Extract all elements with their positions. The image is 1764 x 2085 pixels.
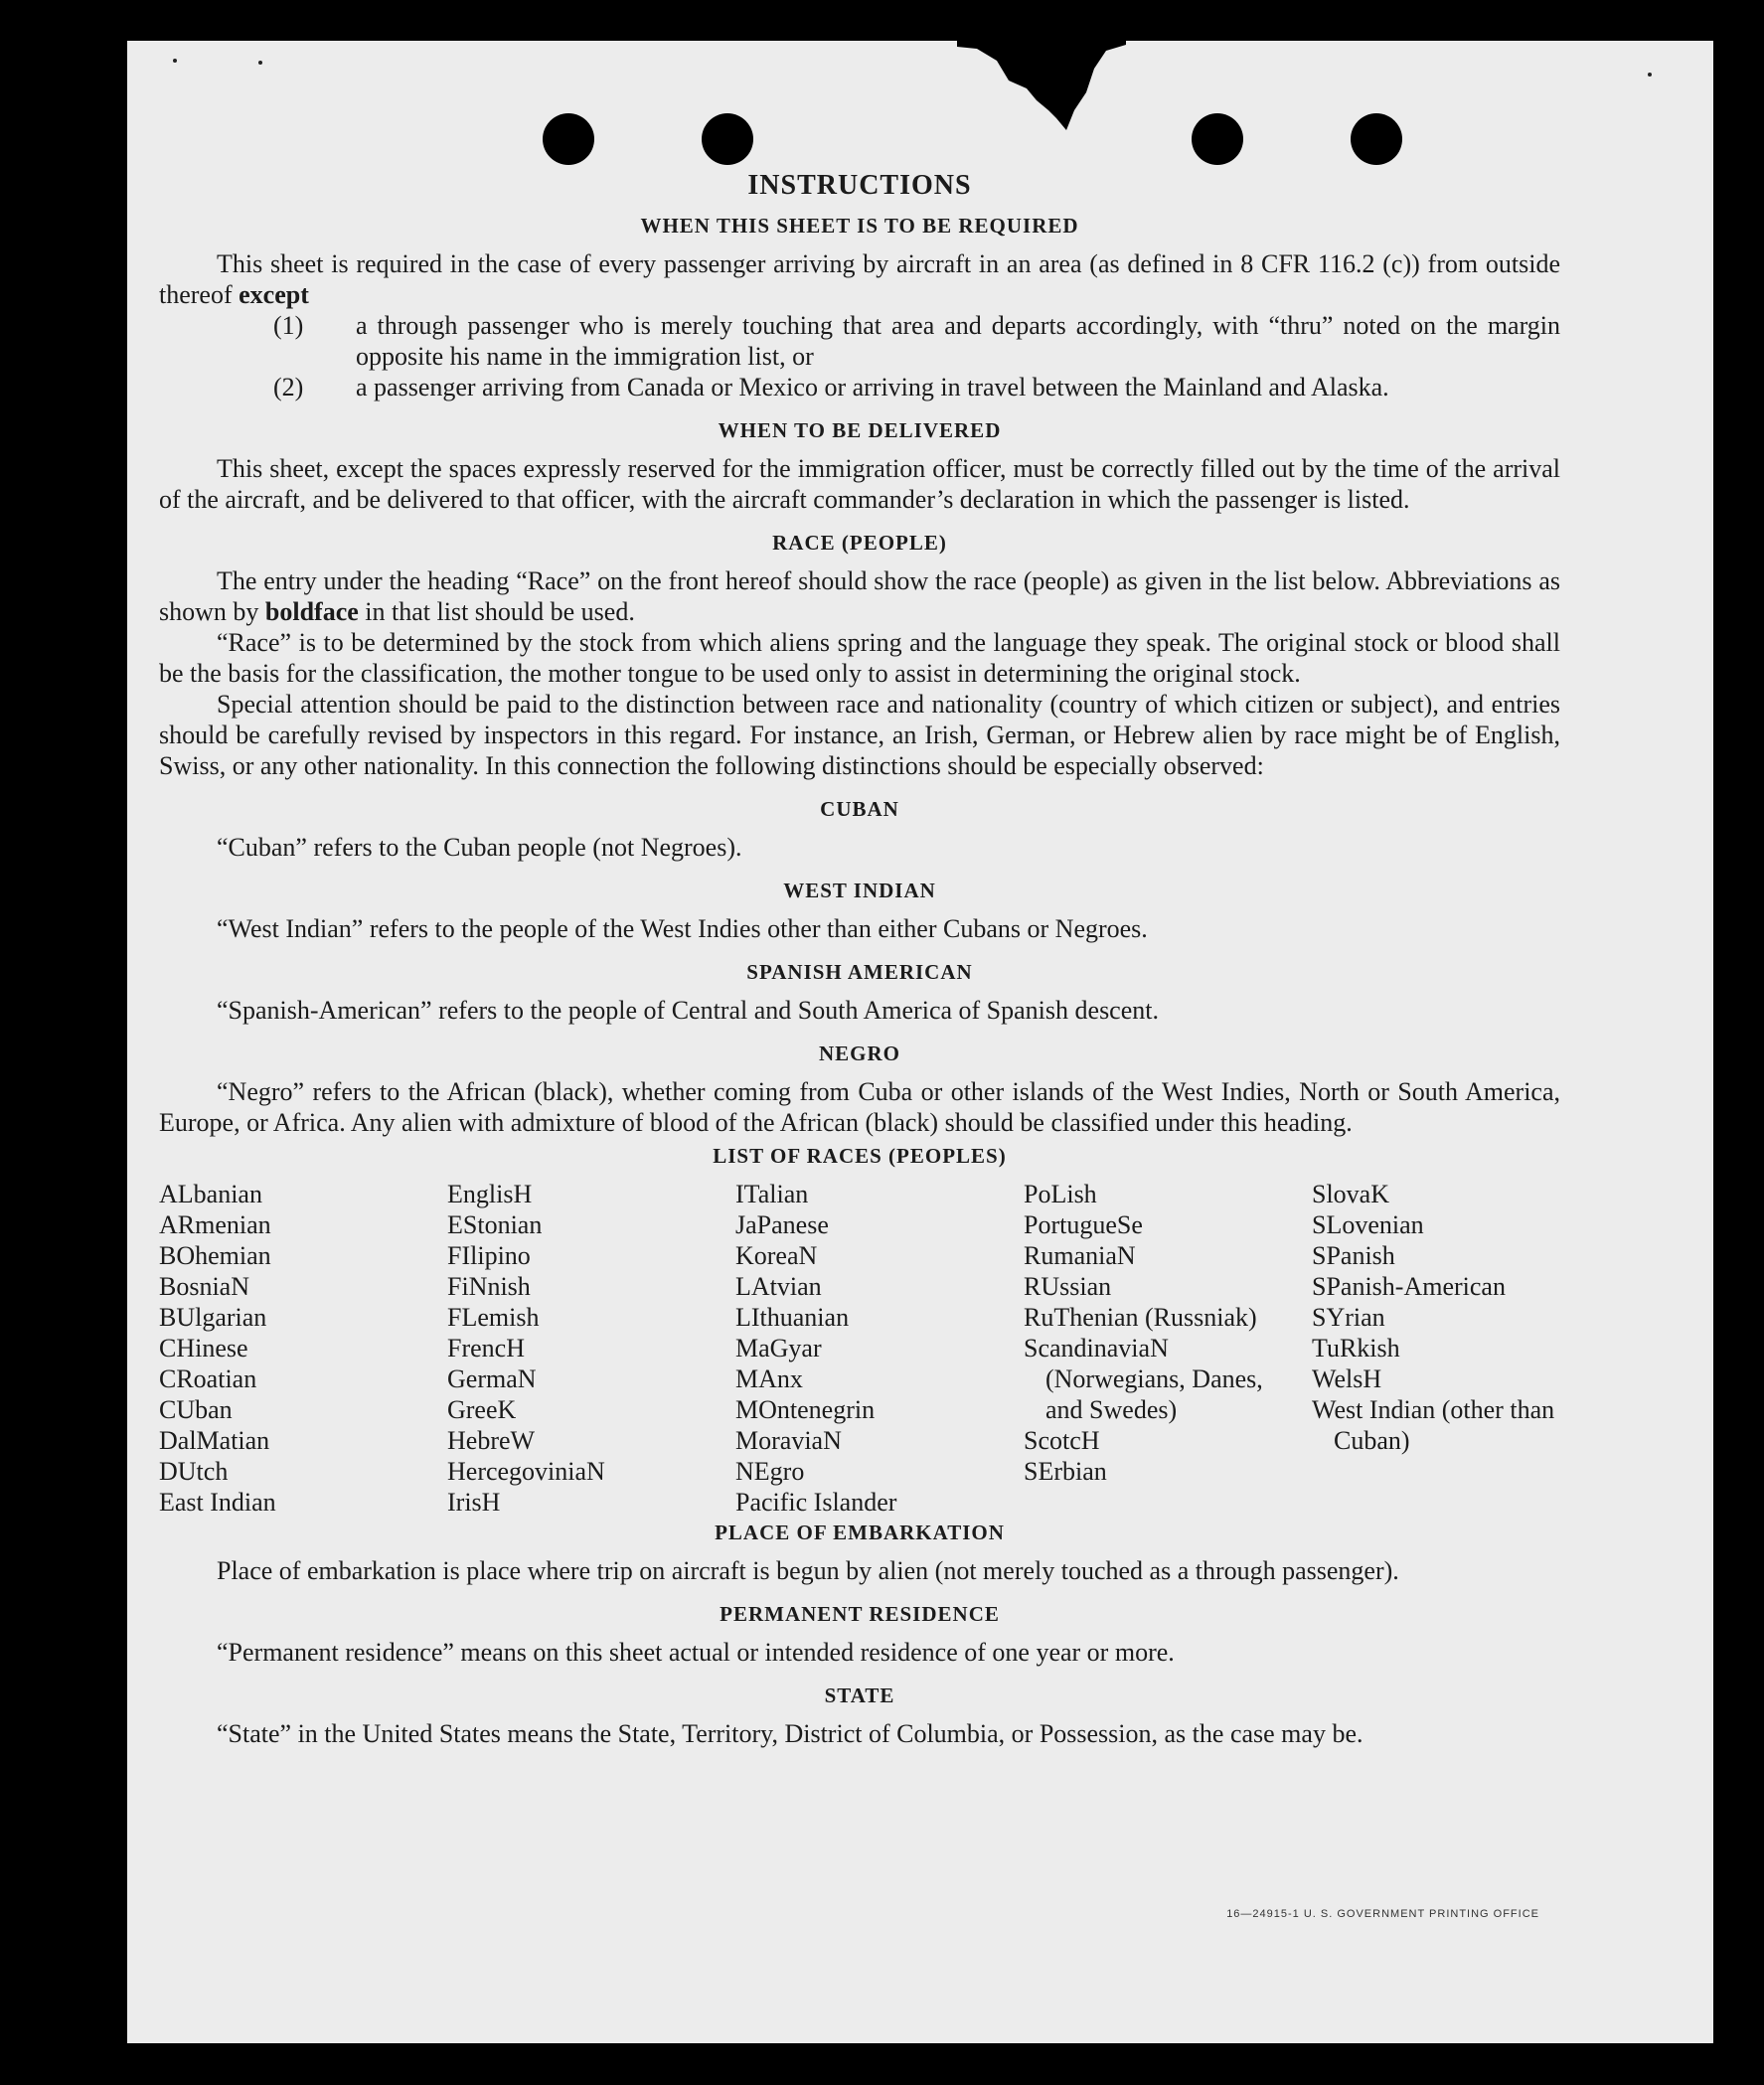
race-item: PoLish (1024, 1180, 1097, 1208)
paragraph-text: in that list should be used. (365, 597, 635, 626)
paragraph (159, 248, 1560, 310)
section-heading: WHEN TO BE DELIVERED (718, 418, 1002, 442)
paragraph: “Cuban” refers to the Cuban people (not Negroes). (217, 833, 742, 862)
punch-hole (543, 113, 594, 165)
section-heading: RACE (PEOPLE) (772, 531, 947, 555)
section-heading: PERMANENT RESIDENCE (720, 1602, 1000, 1626)
bold-text: boldface (264, 597, 359, 626)
race-column (1024, 1179, 1292, 1487)
speck (1648, 73, 1652, 77)
section-heading: NEGRO (818, 1042, 900, 1065)
section-heading: WEST INDIAN (783, 879, 936, 902)
race-item: BosniaN (159, 1272, 249, 1301)
race-item: EStonian (447, 1210, 543, 1239)
paragraph-text: This sheet is required in the case of every passenger arriving by aircraft in an area (as defined in 8 CFR 116.2 (c)) from outside thereof (159, 249, 1560, 309)
race-item: MoraviaN (735, 1426, 842, 1455)
punch-hole (1192, 113, 1243, 165)
instructions-content (159, 170, 1560, 1749)
race-item: RuThenian (Russniak) (1024, 1303, 1257, 1332)
race-item: CUban (159, 1395, 233, 1424)
race-item: FIlipino (447, 1241, 531, 1270)
race-item: FiNnish (447, 1272, 531, 1301)
paragraph: This sheet, except the spaces expressly reserved for the immigration officer, must be correctly filled out by the time of the arrival of the aircraft, and be delivered to that officer, with the aircraft commander’s declaration in which the passenger is listed. (159, 454, 1560, 514)
section-heading: CUBAN (820, 797, 899, 821)
race-item: CRoatian (159, 1364, 257, 1393)
race-item: DUtch (159, 1457, 229, 1486)
item-number: (1) (273, 311, 304, 340)
punch-hole (1351, 113, 1402, 165)
speck (258, 61, 262, 65)
race-item: SYrian (1312, 1303, 1385, 1332)
race-item: ARmenian (159, 1210, 271, 1239)
section-heading: LIST OF RACES (PEOPLES) (713, 1144, 1007, 1168)
race-item: ScotcH (1024, 1426, 1100, 1455)
race-item: BOhemian (159, 1241, 271, 1270)
paragraph: “West Indian” refers to the people of the West Indies other than either Cubans or Negroes. (217, 914, 1148, 943)
paragraph: “State” in the United States means the State, Territory, District of Columbia, or Possession, as the case may be. (217, 1719, 1363, 1748)
race-item: NEgro (735, 1457, 805, 1486)
race-item: ScandinaviaN (Norwegians, Danes, and Swedes) (1024, 1334, 1263, 1424)
paragraph-text: The entry under the heading “Race” on the front hereof should show the race (people) as given in the list below. Abbreviations as shown by (159, 566, 1560, 626)
page-title: INSTRUCTIONS (747, 170, 972, 201)
race-item: GreeK (447, 1395, 517, 1424)
race-item: SlovaK (1312, 1180, 1389, 1208)
item-number: (2) (273, 373, 304, 401)
race-item: East Indian (159, 1488, 276, 1517)
speck (173, 59, 177, 63)
race-item: IrisH (447, 1488, 501, 1517)
race-item: SErbian (1024, 1457, 1107, 1486)
race-item: SPanish-American (1312, 1272, 1506, 1301)
race-item: RumaniaN (1024, 1241, 1136, 1270)
paragraph: Special attention should be paid to the distinction between race and nationality (country of which citizen or subject), and entries should be carefully revised by inspectors in this regard. For instance, an Irish, German, or Hebrew alien by race might be of English, Swiss, or any other nationality. In this connection the following distinctions should be especially observed: (159, 690, 1560, 780)
race-item: SPanish (1312, 1241, 1395, 1270)
race-column (159, 1179, 437, 1518)
race-item: FrencH (447, 1334, 525, 1363)
print-code: 16—24915-1 U. S. GOVERNMENT PRINTING OFFICE (1226, 1908, 1539, 1920)
race-item: GermaN (447, 1364, 537, 1393)
race-item: West Indian (other than Cuban) (1312, 1395, 1555, 1455)
list-item (159, 372, 1560, 402)
race-column (735, 1179, 1014, 1518)
list-item (159, 310, 1560, 372)
race-item: Pacific Islander (735, 1488, 897, 1517)
document-sheet (127, 41, 1713, 2043)
item-text: a passenger arriving from Canada or Mexico or arriving in travel between the Mainland and Alaska. (356, 373, 1389, 401)
race-item: MaGyar (735, 1334, 822, 1363)
race-item: JaPanese (735, 1210, 829, 1239)
section-heading: SPANISH AMERICAN (746, 960, 973, 984)
race-item: WelsH (1312, 1364, 1382, 1393)
paragraph (159, 565, 1560, 627)
race-item: PortugueSe (1024, 1210, 1143, 1239)
race-item: HebreW (447, 1426, 536, 1455)
race-item: ALbanian (159, 1180, 262, 1208)
paragraph: “Negro” refers to the African (black), whether coming from Cuba or other islands of the West Indies, North or South America, Europe, or Africa. Any alien with admixture of blood of the African (black) should be classified under this heading. (159, 1077, 1560, 1137)
race-item: LAtvian (735, 1272, 822, 1301)
race-item: MAnx (735, 1364, 803, 1393)
race-list (159, 1179, 1560, 1515)
paragraph: “Race” is to be determined by the stock from which aliens spring and the language they speak. The original stock or blood shall be the basis for the classification, the mother tongue to be used only to assist in determining the original stock. (159, 628, 1560, 688)
race-item: EnglisH (447, 1180, 533, 1208)
race-item: MOntenegrin (735, 1395, 876, 1424)
punch-hole (702, 113, 753, 165)
race-item: SLovenian (1312, 1210, 1424, 1239)
section-heading: WHEN THIS SHEET IS TO BE REQUIRED (640, 214, 1079, 238)
torn-edge (957, 41, 1126, 132)
race-item: TuRkish (1312, 1334, 1400, 1363)
race-item: CHinese (159, 1334, 248, 1363)
race-item: RUssian (1024, 1272, 1112, 1301)
race-item: HercegoviniaN (447, 1457, 605, 1486)
race-column (447, 1179, 725, 1518)
race-item: BUlgarian (159, 1303, 267, 1332)
paragraph: “Permanent residence” means on this sheet actual or intended residence of one year or more. (217, 1638, 1175, 1667)
race-item: FLemish (447, 1303, 540, 1332)
bold-text: except (239, 280, 309, 309)
race-item: ITalian (735, 1180, 809, 1208)
paragraph: “Spanish-American” refers to the people of Central and South America of Spanish descent. (217, 996, 1159, 1025)
section-heading: STATE (824, 1684, 895, 1707)
race-column (1312, 1179, 1560, 1456)
race-item: LIthuanian (735, 1303, 850, 1332)
race-item: DalMatian (159, 1426, 270, 1455)
section-heading: PLACE OF EMBARKATION (715, 1521, 1005, 1544)
item-text: a through passenger who is merely touching that area and departs accordingly, with “thru” noted on the margin opposite his name in the immigration list, or (356, 311, 1560, 371)
paragraph: Place of embarkation is place where trip on aircraft is begun by alien (not merely touched as a through passenger). (217, 1556, 1399, 1585)
race-item: KoreaN (735, 1241, 818, 1270)
